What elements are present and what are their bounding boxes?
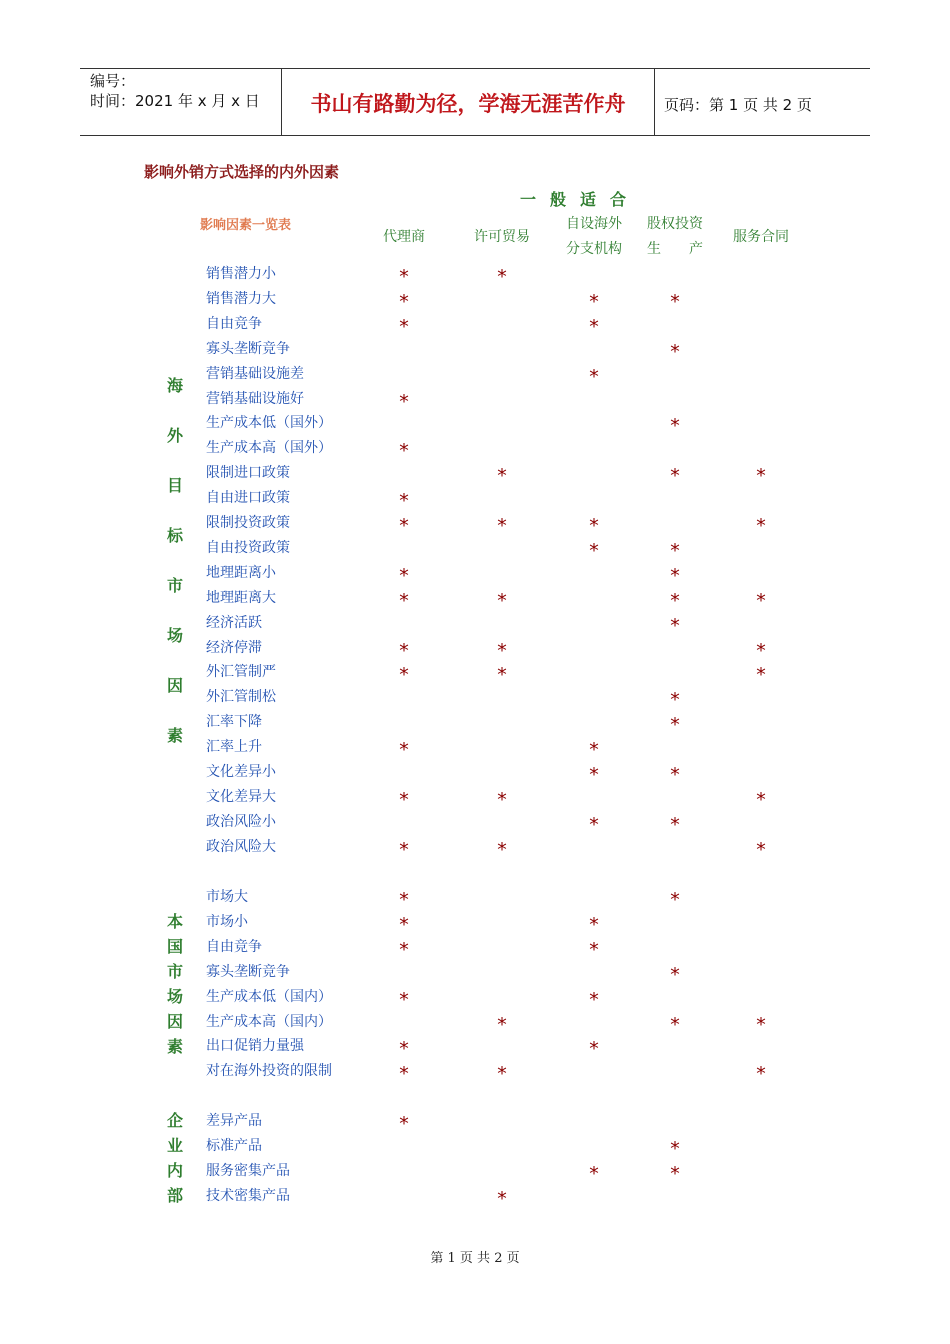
factor-label: 政治风险大	[206, 838, 276, 855]
suitability-mark: *	[497, 465, 507, 488]
factor-label: 生产成本低（国内）	[206, 988, 332, 1005]
suitability-mark: *	[670, 465, 680, 488]
header-divider	[654, 68, 655, 135]
group-label-char: 业	[166, 1136, 183, 1155]
group-label-char: 素	[166, 726, 183, 745]
column-header-2	[452, 225, 552, 250]
factor-label: 自由竞争	[206, 315, 262, 332]
suitability-mark: *	[670, 340, 680, 363]
suitability-mark: *	[670, 764, 680, 786]
header-code-label: 编号：	[90, 72, 136, 90]
suitability-mark: *	[399, 938, 409, 961]
suitability-mark: *	[497, 788, 507, 811]
header-bottom-rule	[80, 135, 870, 136]
factor-label: 限制进口政策	[206, 465, 290, 482]
factor-label: 限制投资政策	[206, 515, 290, 531]
suitability-mark: *	[589, 913, 599, 936]
factor-label: 汇率下降	[206, 714, 262, 731]
suitability-mark: *	[399, 988, 409, 1011]
suitability-mark: *	[497, 515, 507, 537]
suitability-mark: *	[399, 440, 409, 463]
factor-label: 经济活跃	[206, 614, 262, 631]
group-label-char: 本	[166, 912, 183, 931]
suitability-mark: *	[670, 1013, 680, 1036]
suitability-mark: *	[756, 465, 766, 488]
suitability-mark: *	[589, 515, 599, 537]
suitability-mark: *	[670, 614, 680, 637]
suitability-mark: *	[497, 266, 507, 288]
suitability-header: 一般适合	[519, 190, 640, 209]
group-label-char: 素	[166, 1037, 183, 1056]
group-label-char: 市	[166, 962, 183, 981]
suitability-mark: *	[497, 639, 507, 662]
document-title: 影响外销方式选择的内外因素	[144, 163, 340, 181]
factor-label: 生产成本高（国外）	[206, 440, 332, 457]
suitability-mark: *	[756, 1063, 766, 1086]
group-label-char: 企	[166, 1111, 183, 1130]
suitability-mark: *	[399, 1113, 409, 1135]
suitability-mark: *	[670, 589, 680, 612]
factor-label: 自由投资政策	[206, 539, 290, 556]
factor-label: 销售潜力大	[206, 290, 276, 307]
suitability-mark: *	[399, 889, 409, 911]
suitability-mark: *	[670, 963, 680, 986]
factor-label: 出口促销力量强	[206, 1038, 304, 1055]
factor-label: 差异产品	[206, 1113, 262, 1129]
suitability-mark: *	[497, 1063, 507, 1086]
column-header-line: 股权投资	[647, 216, 703, 232]
factor-label: 生产成本低（国外）	[206, 415, 332, 432]
factor-label: 外汇管制严	[206, 664, 276, 681]
suitability-mark: *	[399, 913, 409, 936]
suitability-mark: *	[399, 664, 409, 687]
suitability-mark: *	[670, 1162, 680, 1185]
suitability-mark: *	[756, 788, 766, 811]
factor-label: 文化差异大	[206, 788, 276, 805]
group-label-char: 场	[166, 626, 183, 645]
suitability-mark: *	[589, 365, 599, 388]
suitability-mark: *	[670, 564, 680, 587]
group-label-char: 海	[166, 376, 183, 395]
suitability-mark: *	[670, 714, 680, 737]
suitability-mark: *	[399, 639, 409, 662]
suitability-mark: *	[399, 589, 409, 612]
group-label-char: 内	[166, 1161, 183, 1180]
suitability-mark: *	[497, 838, 507, 861]
column-header-line: 自设海外	[566, 216, 622, 232]
suitability-mark: *	[670, 813, 680, 836]
page-footer: 第 1 页 共 2 页	[430, 1251, 520, 1266]
table-caption: 影响因素一览表	[200, 218, 292, 233]
suitability-mark: *	[497, 664, 507, 687]
suitability-mark: *	[670, 415, 680, 438]
group-label-char: 部	[166, 1186, 183, 1205]
factor-label: 标准产品	[206, 1137, 262, 1154]
group-label-char: 市	[166, 576, 183, 595]
suitability-mark: *	[756, 1013, 766, 1036]
column-header-line: 服务合同	[733, 229, 789, 245]
column-header-line: 许可贸易	[474, 229, 530, 245]
factor-label: 寡头垄断竞争	[206, 963, 290, 980]
header-time-label: 时间：2021 年 x 月 x 日	[90, 92, 260, 110]
suitability-mark: *	[399, 490, 409, 513]
suitability-mark: *	[399, 315, 409, 338]
suitability-mark: *	[670, 539, 680, 562]
factor-label: 技术密集产品	[206, 1187, 290, 1204]
suitability-mark: *	[589, 813, 599, 836]
suitability-mark: *	[756, 589, 766, 612]
factor-label: 寡头垄断竞争	[206, 340, 290, 357]
factor-label: 销售潜力小	[206, 266, 276, 282]
suitability-mark: *	[399, 739, 409, 762]
suitability-mark: *	[670, 889, 680, 911]
group-label-char: 国	[166, 937, 183, 956]
header-top-rule	[80, 68, 870, 69]
factor-label: 文化差异小	[206, 764, 276, 780]
suitability-mark: *	[589, 764, 599, 786]
header-motto: 书山有路勤为径，学海无涯苦作舟	[310, 92, 626, 116]
suitability-mark: *	[399, 390, 409, 413]
suitability-mark: *	[589, 739, 599, 762]
suitability-mark: *	[399, 515, 409, 537]
suitability-mark: *	[497, 589, 507, 612]
suitability-mark: *	[670, 1137, 680, 1160]
suitability-mark: *	[497, 1187, 507, 1210]
factor-label: 生产成本高（国内）	[206, 1013, 332, 1030]
group-label-char: 因	[166, 1012, 183, 1031]
factor-label: 市场小	[206, 913, 248, 930]
factor-label: 外汇管制松	[206, 689, 276, 706]
suitability-mark: *	[589, 315, 599, 338]
factor-label: 自由进口政策	[206, 490, 290, 507]
suitability-mark: *	[497, 1013, 507, 1036]
group-label-char: 外	[166, 426, 183, 445]
suitability-mark: *	[399, 564, 409, 587]
group-label-char: 因	[166, 676, 183, 695]
column-header-line: 分支机构	[566, 241, 622, 257]
suitability-mark: *	[670, 290, 680, 313]
group-label-char: 场	[166, 987, 183, 1006]
suitability-mark: *	[399, 838, 409, 861]
suitability-mark: *	[589, 290, 599, 313]
suitability-mark: *	[756, 639, 766, 662]
column-header-line: 代理商	[383, 229, 425, 245]
group-label-char: 目	[166, 476, 183, 495]
suitability-mark: *	[399, 1038, 409, 1061]
factor-label: 市场大	[206, 889, 248, 905]
column-header-4	[625, 212, 725, 262]
suitability-mark: *	[756, 838, 766, 861]
suitability-mark: *	[399, 290, 409, 313]
suitability-mark: *	[399, 788, 409, 811]
suitability-mark: *	[589, 938, 599, 961]
suitability-mark: *	[589, 1038, 599, 1061]
factor-label: 营销基础设施好	[206, 390, 304, 407]
suitability-mark: *	[756, 515, 766, 537]
suitability-mark: *	[756, 664, 766, 687]
group-label-char: 标	[166, 526, 183, 545]
column-header-line: 生 产	[647, 241, 703, 257]
factor-label: 地理距离小	[206, 564, 276, 581]
suitability-mark: *	[399, 1063, 409, 1086]
column-header-5	[711, 225, 811, 250]
suitability-mark: *	[589, 988, 599, 1011]
factor-label: 政治风险小	[206, 813, 276, 830]
factor-label: 营销基础设施差	[206, 365, 304, 382]
factor-label: 服务密集产品	[206, 1162, 290, 1179]
factor-label: 地理距离大	[206, 589, 276, 606]
suitability-mark: *	[589, 539, 599, 562]
suitability-mark: *	[589, 1162, 599, 1185]
suitability-mark: *	[670, 689, 680, 712]
suitability-mark: *	[399, 266, 409, 288]
factor-label: 对在海外投资的限制	[206, 1063, 332, 1080]
column-header-1	[354, 225, 454, 250]
factor-label: 汇率上升	[206, 739, 262, 756]
factor-label: 经济停滞	[206, 639, 262, 656]
header-page-info: 页码：第 1 页 共 2 页	[664, 96, 812, 114]
factor-label: 自由竞争	[206, 938, 262, 955]
